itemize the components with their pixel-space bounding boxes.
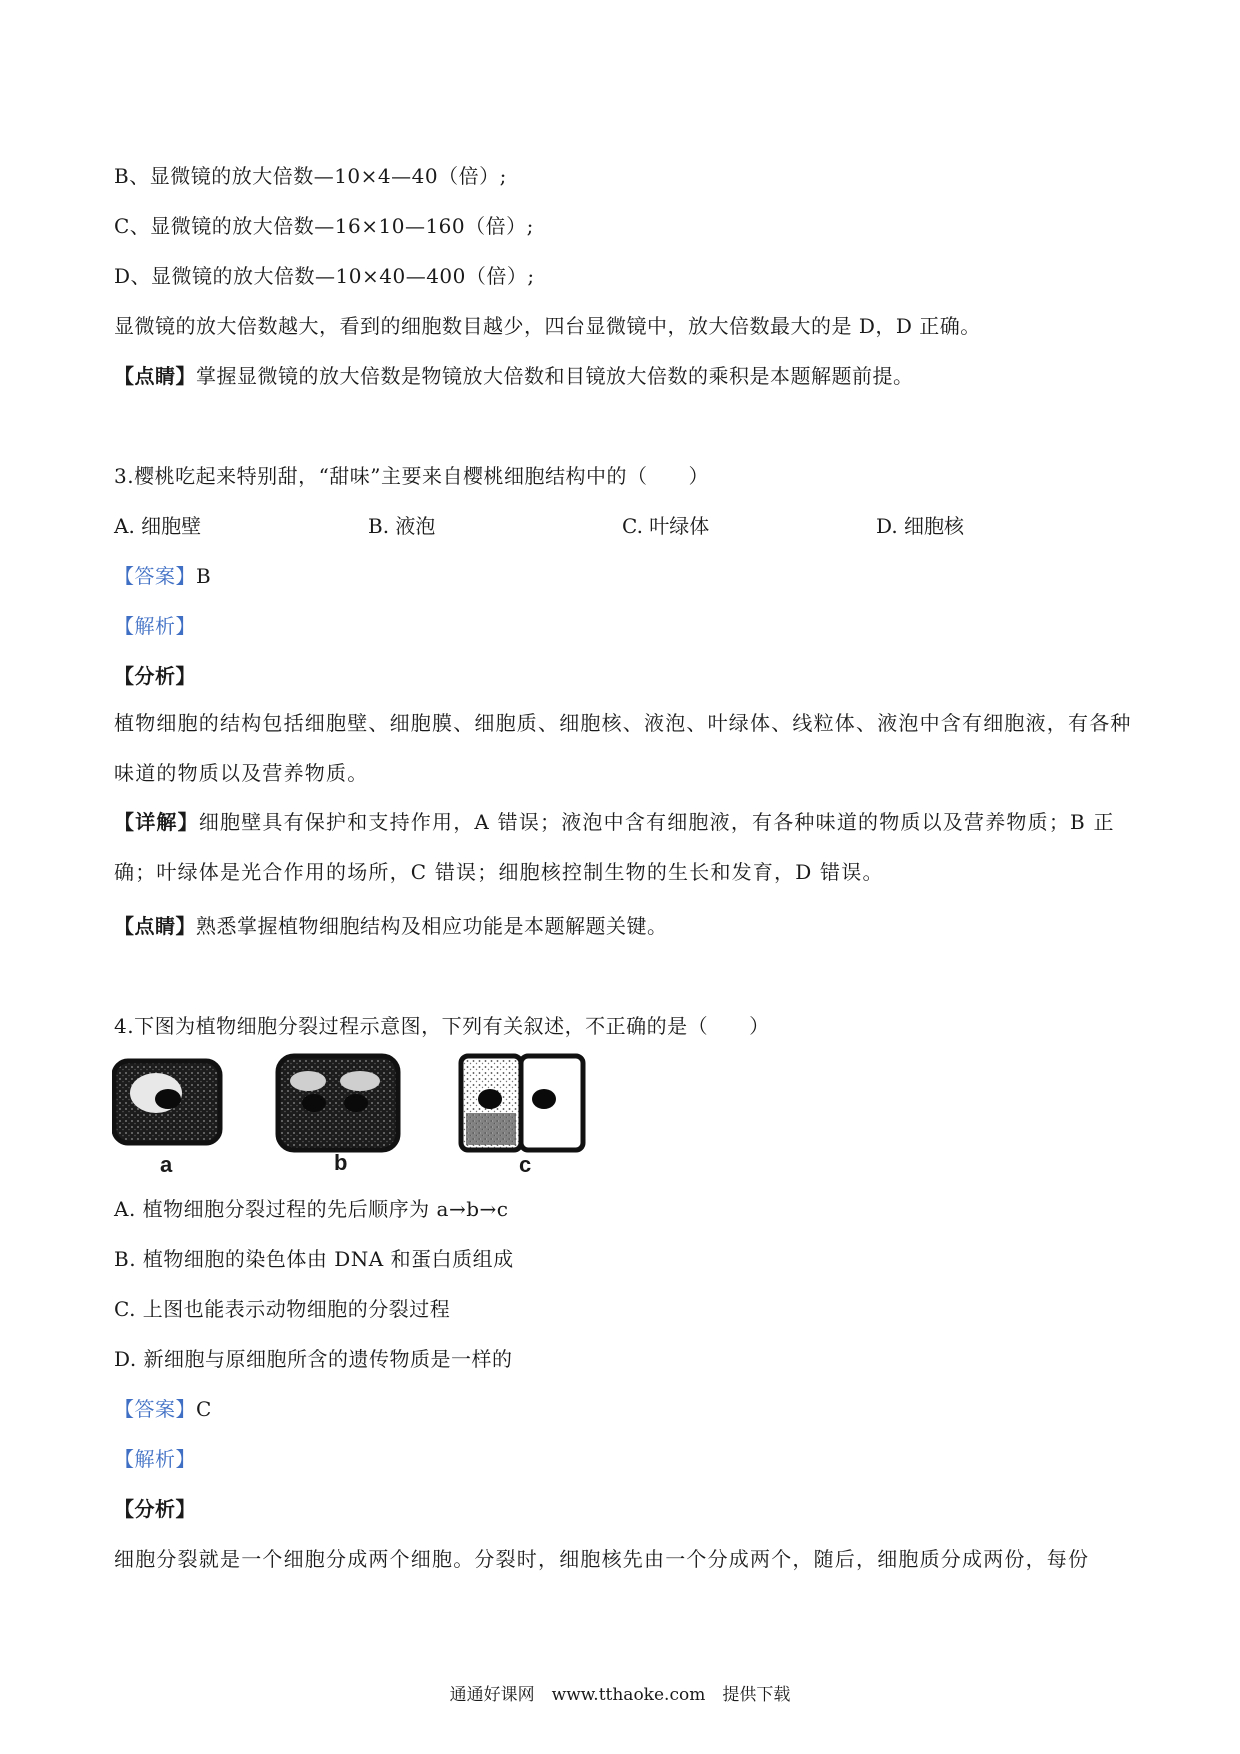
- q3-option-d: D. 细胞核: [876, 514, 965, 538]
- figure-label-b: b: [334, 1150, 348, 1175]
- cell-b: [278, 1056, 398, 1150]
- q3-detail: [114, 797, 1134, 897]
- q4-stem: 4.下图为植物细胞分裂过程示意图，下列有关叙述，不正确的是（ ）: [114, 1014, 770, 1038]
- nucleus-c2: [532, 1089, 556, 1109]
- q4-answer: [114, 1393, 212, 1422]
- answer-value: B: [196, 564, 212, 588]
- prev-option-d: D、显微镜的放大倍数—10×40—400（倍）;: [114, 264, 535, 288]
- q4-analysis-tag: 【解析】: [114, 1447, 196, 1471]
- q3-option-c: C. 叶绿体: [622, 514, 710, 538]
- q3-analysis-tag: 【解析】: [114, 614, 196, 638]
- detail-tag: 【详解】: [114, 810, 199, 834]
- point-tag: 【点睛】: [114, 914, 196, 938]
- point-text: 熟悉掌握植物细胞结构及相应功能是本题解题关键。: [196, 914, 668, 938]
- prev-option-c: C、显微镜的放大倍数—16×10—160（倍）;: [114, 214, 534, 238]
- nucleus-a: [155, 1089, 181, 1109]
- cell-a: [114, 1061, 220, 1143]
- q3-fenxi-tag: 【分析】: [114, 664, 196, 688]
- nucleus-c1: [478, 1089, 502, 1109]
- q4-option-c: C. 上图也能表示动物细胞的分裂过程: [114, 1297, 451, 1321]
- q4-option-d: D. 新细胞与原细胞所含的遗传物质是一样的: [114, 1347, 513, 1371]
- answer-tag: 【答案】: [114, 564, 196, 588]
- q3-option-b: B. 液泡: [368, 514, 436, 538]
- q3-stem: 3.樱桃吃起来特别甜，“甜味”主要来自樱桃细胞结构中的（ ）: [114, 464, 710, 488]
- answer-value: C: [196, 1397, 212, 1421]
- cell-c: [461, 1056, 583, 1150]
- q3-option-a: A. 细胞壁: [114, 514, 202, 538]
- q3-fenxi: 植物细胞的结构包括细胞壁、细胞膜、细胞质、细胞核、液泡、叶绿体、线粒体、液泡中含有细胞液，有各种味道的物质以及营养物质。: [114, 711, 1132, 785]
- answer-tag: 【答案】: [114, 1397, 196, 1421]
- q4-fenxi-tag: 【分析】: [114, 1497, 196, 1521]
- point-text: 掌握显微镜的放大倍数是物镜放大倍数和目镜放大倍数的乘积是本题解题前提。: [196, 364, 914, 388]
- q4-option-a: A. 植物细胞分裂过程的先后顺序为 a→b→c: [114, 1197, 509, 1221]
- cell-division-figure: [112, 1053, 612, 1177]
- prev-point: [114, 360, 914, 389]
- prev-option-b: B、显微镜的放大倍数—10×4—40（倍）;: [114, 164, 507, 188]
- cell-division-diagram: [112, 1053, 612, 1173]
- q4-option-b: B. 植物细胞的染色体由 DNA 和蛋白质组成: [114, 1247, 514, 1271]
- nucleus-b1: [302, 1094, 326, 1112]
- q3-answer: [114, 560, 211, 589]
- point-tag: 【点睛】: [114, 364, 196, 388]
- q3-point: [114, 910, 668, 939]
- page-footer: 通通好课网 www.tthaoke.com 提供下载: [449, 1685, 791, 1705]
- q4-fenxi: 细胞分裂就是一个细胞分成两个细胞。分裂时，细胞核先由一个分成两个，随后，细胞质分成两份，每份: [114, 1547, 1090, 1571]
- figure-label-a: a: [160, 1152, 173, 1177]
- nucleus-b2: [344, 1094, 368, 1112]
- prev-conclusion: 显微镜的放大倍数越大，看到的细胞数目越少，四台显微镜中，放大倍数最大的是 D，D 正确。: [114, 314, 981, 338]
- figure-label-c: c: [519, 1152, 532, 1177]
- detail-text: 细胞壁具有保护和支持作用，A 错误；液泡中含有细胞液，有各种味道的物质以及营养物质；B 正确；叶绿体是光合作用的场所，C 错误；细胞核控制生物的生长和发育，D 错误。: [114, 810, 1115, 884]
